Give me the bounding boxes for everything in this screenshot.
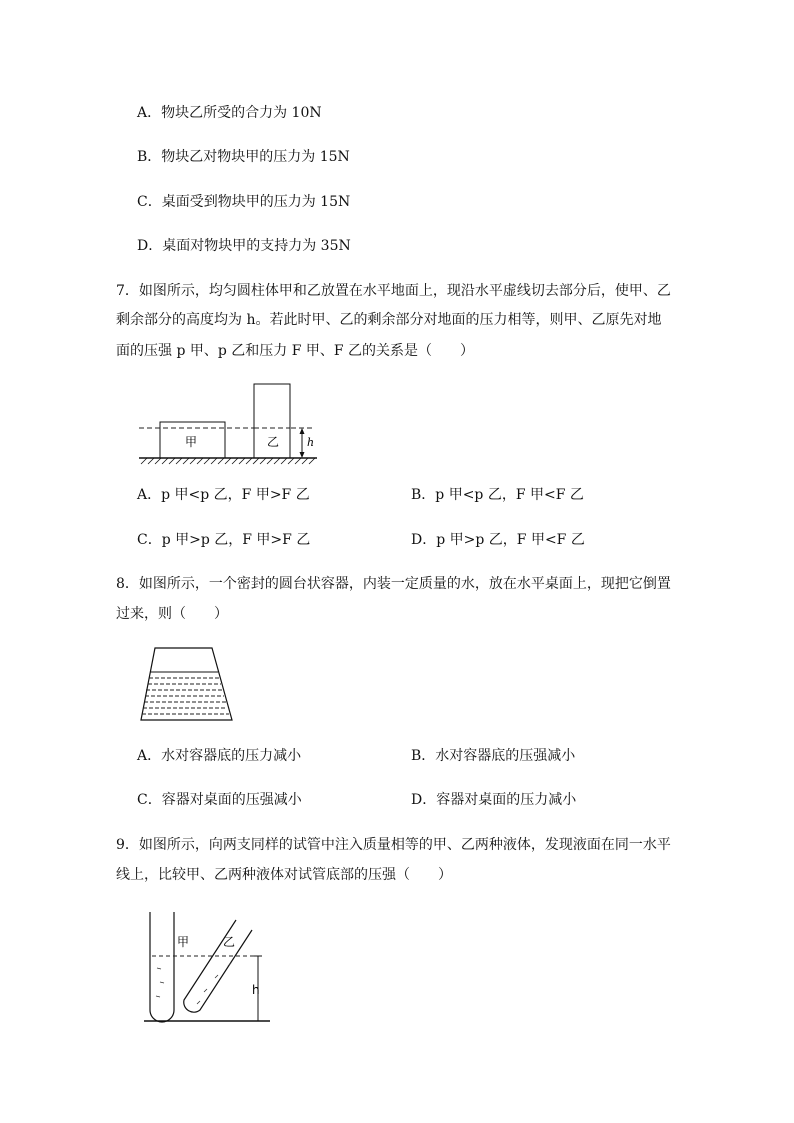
- q8-option-d: D．容器对桌面的压力减小: [411, 792, 577, 808]
- test-tube-tilted: [184, 920, 252, 1012]
- q7-stem-line2: 剩余部分的高度均为 h。若此时甲、乙的剩余部分对地面的压力相等，则甲、乙原先对地: [116, 312, 662, 328]
- q6-option-a: A．物块乙所受的合力为 10N: [137, 105, 322, 121]
- q7-option-b: B．p 甲<p 乙，F 甲<F 乙: [411, 487, 584, 503]
- q6-option-b: B．物块乙对物块甲的压力为 15N: [137, 149, 350, 165]
- test-tube-vertical: [150, 912, 174, 1022]
- label-h: h: [252, 983, 260, 997]
- q9-stem-line1: 9．如图所示，向两支同样的试管中注入质量相等的甲、乙两种液体，发现液面在同一水平: [116, 837, 671, 853]
- q7-option-a: A．p 甲<p 乙，F 甲>F 乙: [137, 487, 310, 503]
- q6-option-d: D．桌面对物块甲的支持力为 35N: [137, 238, 351, 254]
- label-jia: 甲: [177, 935, 190, 949]
- q7-stem-line3: 面的压强 p 甲、p 乙和压力 F 甲、F 乙的关系是（ ）: [116, 343, 475, 359]
- q8-figure: [136, 644, 240, 724]
- q8-option-b: B．水对容器底的压强减小: [411, 748, 576, 764]
- label-jia: 甲: [185, 435, 198, 449]
- q7-figure: [135, 378, 325, 468]
- ground-hatch: [141, 458, 315, 464]
- q7-option-d: D．p 甲>p 乙，F 甲<F 乙: [411, 532, 585, 548]
- liquid-marks: [156, 963, 231, 1004]
- label-h: h: [307, 436, 315, 449]
- q9-figure: [140, 906, 280, 1026]
- q7-stem-line1: 7．如图所示，均匀圆柱体甲和乙放置在水平地面上，现沿水平虚线切去部分后，使甲、乙: [116, 283, 671, 299]
- q8-stem-line2: 过来，则（ ）: [116, 606, 228, 622]
- q8-stem-line1: 8．如图所示，一个密封的圆台状容器，内装一定质量的水，放在水平桌面上，现把它倒置: [116, 576, 671, 592]
- label-yi: 乙: [267, 435, 280, 449]
- q8-option-a: A．水对容器底的压力减小: [137, 748, 302, 764]
- q9-stem-line2: 线上，比较甲、乙两种液体对试管底部的压强（ ）: [116, 867, 452, 883]
- q6-option-c: C．桌面受到物块甲的压力为 15N: [137, 194, 351, 210]
- q8-option-c: C．容器对桌面的压强减小: [137, 792, 302, 808]
- q7-option-c: C．p 甲>p 乙，F 甲>F 乙: [137, 532, 311, 548]
- label-yi: 乙: [223, 935, 236, 949]
